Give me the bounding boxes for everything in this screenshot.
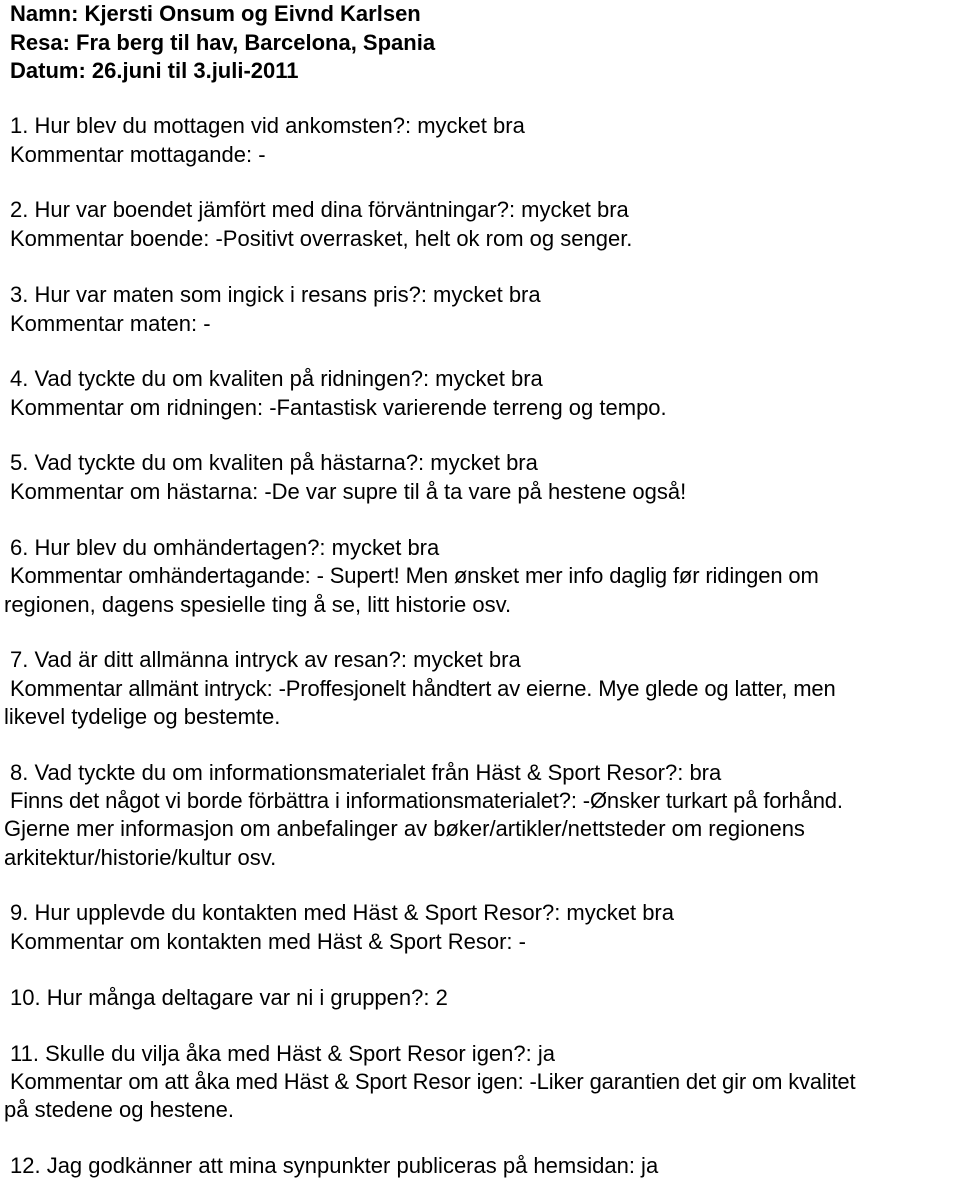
comment-8: Finns det något vi borde förbättra i informationsmaterialet?: -Ønsker turkart på forhånd. bbox=[10, 788, 843, 813]
comment-8-continued: Gjerne mer informasjon om anbefalinger av bøker/artikler/nettsteder om regionens bbox=[4, 816, 805, 841]
question-7: 7. Vad är ditt allmänna intryck av resan?: mycket bra bbox=[10, 647, 521, 672]
question-8: 8. Vad tyckte du om informationsmaterialet från Häst & Sport Resor?: bra bbox=[10, 760, 722, 785]
question-6: 6. Hur blev du omhändertagen?: mycket bra bbox=[10, 535, 440, 560]
trip-dates: Datum: 26.juni til 3.juli-2011 bbox=[10, 58, 299, 83]
comment-4: Kommentar om ridningen: -Fantastisk varierende terreng og tempo. bbox=[10, 395, 667, 420]
comment-7-continued: likevel tydelige og bestemte. bbox=[4, 704, 281, 729]
question-2: 2. Hur var boendet jämfört med dina förväntningar?: mycket bra bbox=[10, 197, 629, 222]
comment-5: Kommentar om hästarna: -De var supre til å ta vare på hestene også! bbox=[10, 479, 687, 504]
question-10: 10. Hur många deltagare var ni i gruppen?: 2 bbox=[10, 985, 448, 1010]
comment-11-continued: på stedene og hestene. bbox=[4, 1097, 234, 1122]
comment-6-continued: regionen, dagens spesielle ting å se, litt historie osv. bbox=[4, 592, 512, 617]
comment-1: Kommentar mottagande: - bbox=[10, 142, 266, 167]
document-header bbox=[10, 0, 950, 86]
question-11: 11. Skulle du vilja åka med Häst & Sport Resor igen?: ja bbox=[10, 1041, 555, 1066]
question-1: 1. Hur blev du mottagen vid ankomsten?: mycket bra bbox=[10, 113, 525, 138]
trip-name: Resa: Fra berg til hav, Barcelona, Spania bbox=[10, 29, 436, 55]
comment-2: Kommentar boende: -Positivt overrasket, helt ok rom og senger. bbox=[10, 226, 633, 251]
comment-6: Kommentar omhändertagande: - Supert! Men ønsket mer info daglig før ridingen om bbox=[10, 563, 819, 588]
question-5: 5. Vad tyckte du om kvaliten på hästarna?: mycket bra bbox=[10, 450, 538, 475]
question-12: 12. Jag godkänner att mina synpunkter publiceras på hemsidan: ja bbox=[10, 1153, 659, 1178]
comment-11: Kommentar om att åka med Häst & Sport Resor igen: -Liker garantien det gir om kvalitet bbox=[10, 1069, 856, 1094]
question-4: 4. Vad tyckte du om kvaliten på ridningen?: mycket bra bbox=[10, 366, 543, 391]
question-9: 9. Hur upplevde du kontakten med Häst & Sport Resor?: mycket bra bbox=[10, 900, 674, 925]
question-3: 3. Hur var maten som ingick i resans pris?: mycket bra bbox=[10, 282, 541, 307]
comment-7: Kommentar allmänt intryck: -Proffesjonelt håndtert av eierne. Mye glede og latter, men bbox=[10, 676, 836, 701]
comment-3: Kommentar maten: - bbox=[10, 311, 211, 336]
comment-9: Kommentar om kontakten med Häst & Sport Resor: - bbox=[10, 929, 526, 954]
comment-8-continued-2: arkitektur/historie/kultur osv. bbox=[4, 845, 277, 870]
participant-names: Namn: Kjersti Onsum og Eivnd Karlsen bbox=[10, 1, 421, 26]
